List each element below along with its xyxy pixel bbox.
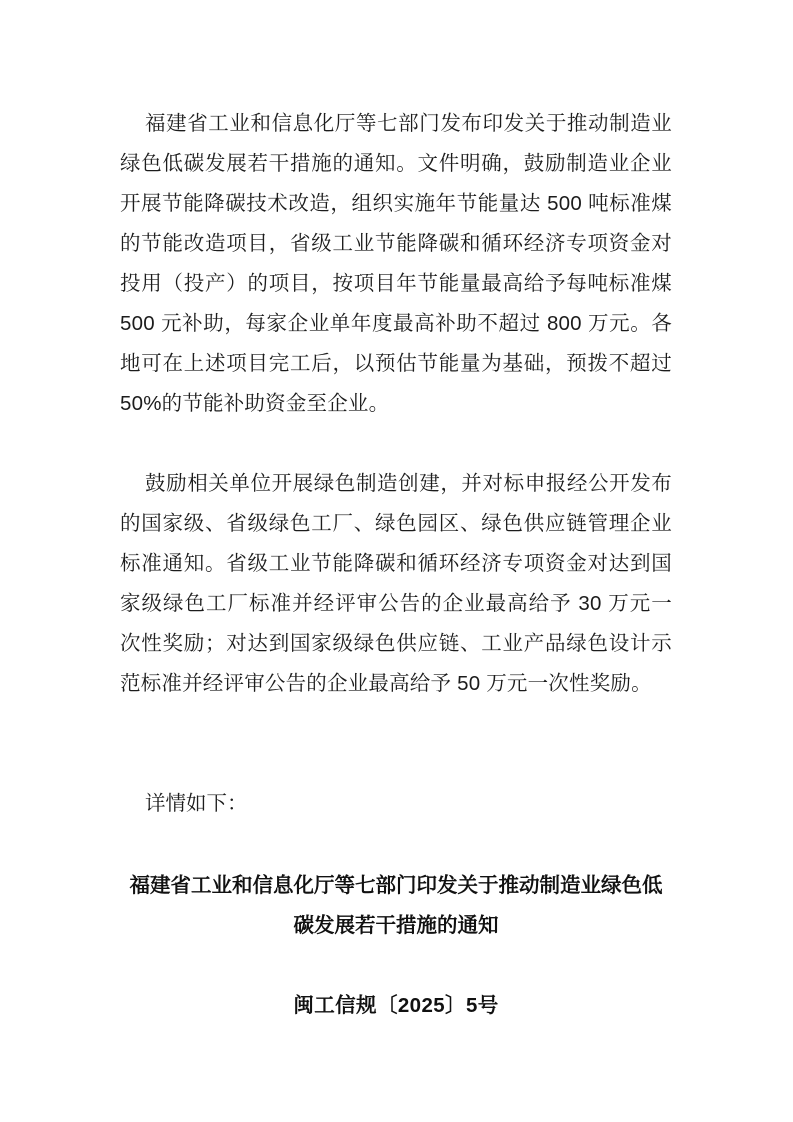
document-body (120, 104, 672, 1026)
document-number: 闽工信规〔2025〕5号 (293, 994, 499, 1017)
document-title: 福建省工业和信息化厅等七部门印发关于推动制造业绿色低碳发展若干措施的通知 (129, 874, 663, 937)
spacer-before-title (120, 824, 672, 866)
lead-in-text: 详情如下： (145, 792, 248, 815)
spacer-before-lead-in (120, 744, 672, 784)
body-paragraph-1: 福建省工业和信息化厅等七部门发布印发关于推动制造业绿色低碳发展若干措施的通知。文件明确，鼓励制造业企业开展节能降碳技术改造，组织实施年节能量达 500 吨标准煤的节能改造项目，省级工业节能降碳和循环经济专项资金对投用（投产）的项目，按项目年节能量最高给予每吨标准煤 500 元补助，每家企业单年度最高补助不超过 800 万元。各地可在上述项目完工后，以预估节能量为基础，预拨不超过 50%的节能补助资金至企业。 (120, 112, 672, 415)
body-paragraph-2: 鼓励相关单位开展绿色制造创建，并对标申报经公开发布的国家级、省级绿色工厂、绿色园区、绿色供应链管理企业标准通知。省级工业节能降碳和循环经济专项资金对达到国家级绿色工厂标准并经评审公告的企业最高给予 30 万元一次性奖励；对达到国家级绿色供应链、工业产品绿色设计示范标准并经评审公告的企业最高给予 50 万元一次性奖励。 (120, 472, 672, 695)
spacer-before-doc-number (120, 946, 672, 986)
